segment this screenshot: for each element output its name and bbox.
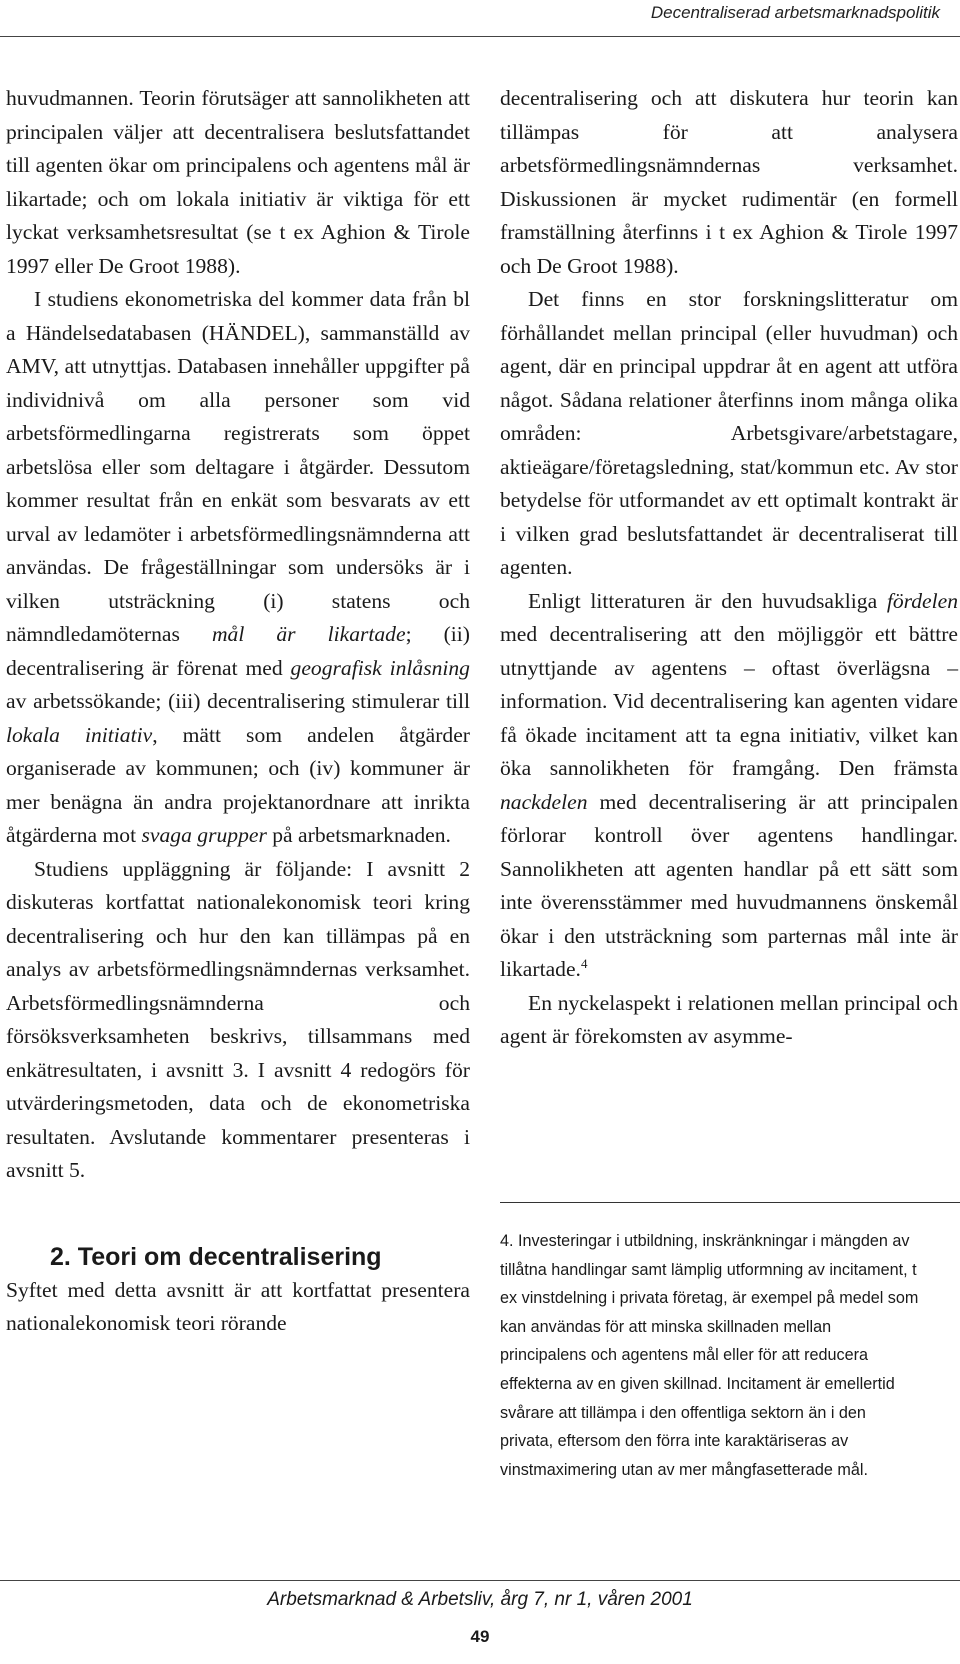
emphasis: fördelen <box>886 588 958 613</box>
right-paragraph-1: decentralisering och att diskutera hur teorin kan tillämpas för att analysera arbetsförmedlingsnämndernas verksamhet. Diskussionen är mycket rudimentär (en formell framställning återfinns i t ex Aghion & Tirole 1997 och De Groot 1988). <box>500 86 958 278</box>
section-heading: 2. Teori om decentralisering <box>50 1242 382 1271</box>
footer-rule <box>0 1580 960 1581</box>
right-column <box>500 82 958 1054</box>
text-run: med decentralisering att den möjliggör ett bättre utnyttjande av agentens – oftast överlägsna – information. Vid decentralisering kan agenten vidare få ökade incitament att ta egna initiativ, vilket kan öka sannolikheten för framgång. Den främsta <box>500 622 958 780</box>
emphasis: geografisk inlåsning <box>290 655 470 680</box>
emphasis: svaga grupper <box>141 823 267 847</box>
running-title: Decentraliserad arbetsmarknadspolitik <box>650 3 940 22</box>
left-paragraph-3: Studiens uppläggning är följande: I avsnitt 2 diskuteras kortfattat nationalekonomisk teori kring decentralisering och hur den kan tillämpas på en analys av arbetsförmedlingsnämndernas verksamhet. Arbetsförmedlingsnämnderna och försöksverksamheten beskrivs, tillsammans med enkätresultaten, i avsnitt 3. I avsnitt 4 redogörs för utvärderingsmetoden, data och de ekonometriska resultaten. Avslutande kommentarer presenteras i avsnitt 5. <box>6 856 470 1182</box>
header-rule <box>0 36 960 37</box>
text-run: av arbetssökande; (iii) decentralisering stimulerar till <box>6 689 470 713</box>
text-run: med decentralisering är att principalen förlorar kontroll över agentens handlingar. Sannolikheten att agenten handlar på ett sätt som inte överensstämmer med huvudmannens önskemål ökar i den utsträckning som parternas mål inte är likartade. <box>500 789 958 981</box>
right-paragraph-2: Det finns en stor forskningslitteratur om förhållandet mellan principal (eller huvudman) och agent, där en principal uppdrar åt en agent att utföra något. Sådana relationer återfinns inom många olika områden: Arbetsgivare/arbetstagare, aktieägare/företagsledning, stat/kommun etc. Av stor betydelse för utformandet av ett optimalt kontrakt är i vilken grad beslutsfattandet är decentraliserat till agenten. <box>500 287 958 579</box>
emphasis: lokala initiativ <box>6 722 153 747</box>
text-run: ; (ii) decentralisering är förenat med <box>6 622 470 680</box>
text-run: , mätt som andelen åtgärder organiserade av kommunen; och (iv) kommuner är mer benägna än andra projektanordnare att inrikta åtgärderna mot <box>6 722 470 847</box>
journal-footer: Arbetsmarknad & Arbetsliv, årg 7, nr 1, våren 2001 <box>267 1589 693 1610</box>
footnote-rule <box>500 1202 960 1203</box>
emphasis: nackdelen <box>500 789 588 814</box>
left-paragraph-1: huvudmannen. Teorin förutsäger att sannolikheten att principalen väljer att decentralisera beslutsfattandet till agenten ökar om principalens och agentens mål är likartade; och om lokala initiativ är viktiga för ett lyckat verksamhetsresultat (se t ex Aghion & Tirole 1997 eller De Groot 1988). <box>6 86 470 278</box>
left-paragraph-2 <box>6 283 470 853</box>
page-number: 49 <box>470 1627 490 1646</box>
right-paragraph-3 <box>500 585 958 987</box>
left-column <box>6 82 470 1341</box>
text-run: Enligt litteraturen är den huvudsakliga <box>528 588 887 613</box>
footnote-ref[interactable]: 4 <box>580 955 588 971</box>
footnote <box>500 1227 920 1484</box>
footnote-text: 4. Investeringar i utbildning, inskränkningar i mängden av tillåtna handlingar samt lämplig utformning av incitament, t ex vinstdelning i privata företag, är exempel på medel som kan användas för att minska skillnaden mellan principalens och agentens mål eller för att reducera effekterna av en given skillnad. Incitament är emellertid svårare att tillämpa i den offentliga sektorn än i den privata, eftersom den förra inte karaktäriseras av vinstmaximering utan av mer mångfasetterade mål. <box>500 1232 919 1479</box>
left-paragraph-4: Syftet med detta avsnitt är att kortfattat presentera nationalekonomisk teori rörande <box>6 1277 470 1335</box>
text-run: på arbetsmarknaden. <box>266 823 451 847</box>
text-run: I studiens ekonometriska del kommer data från bl a Händelsedatabasen (HÄNDEL), sammanställd av AMV, att utnyttjas. Databasen innehåller uppgifter på individnivå om alla personer som vid arbetsförmedlingarna registrerats som öppet arbetslösa eller som deltagare i åtgärder. Dessutom kommer resultat från en enkät som besvarats av ett urval av ledamöter i arbetsförmedlingsnämnderna att användas. De frågeställningar som undersöks är i vilken utsträckning (i) statens och nämndledamöternas <box>6 287 470 646</box>
emphasis: mål är likartade <box>211 622 406 646</box>
running-header <box>0 0 960 40</box>
right-paragraph-4: En nyckelaspekt i relationen mellan principal och agent är förekomsten av asymme- <box>500 990 958 1048</box>
